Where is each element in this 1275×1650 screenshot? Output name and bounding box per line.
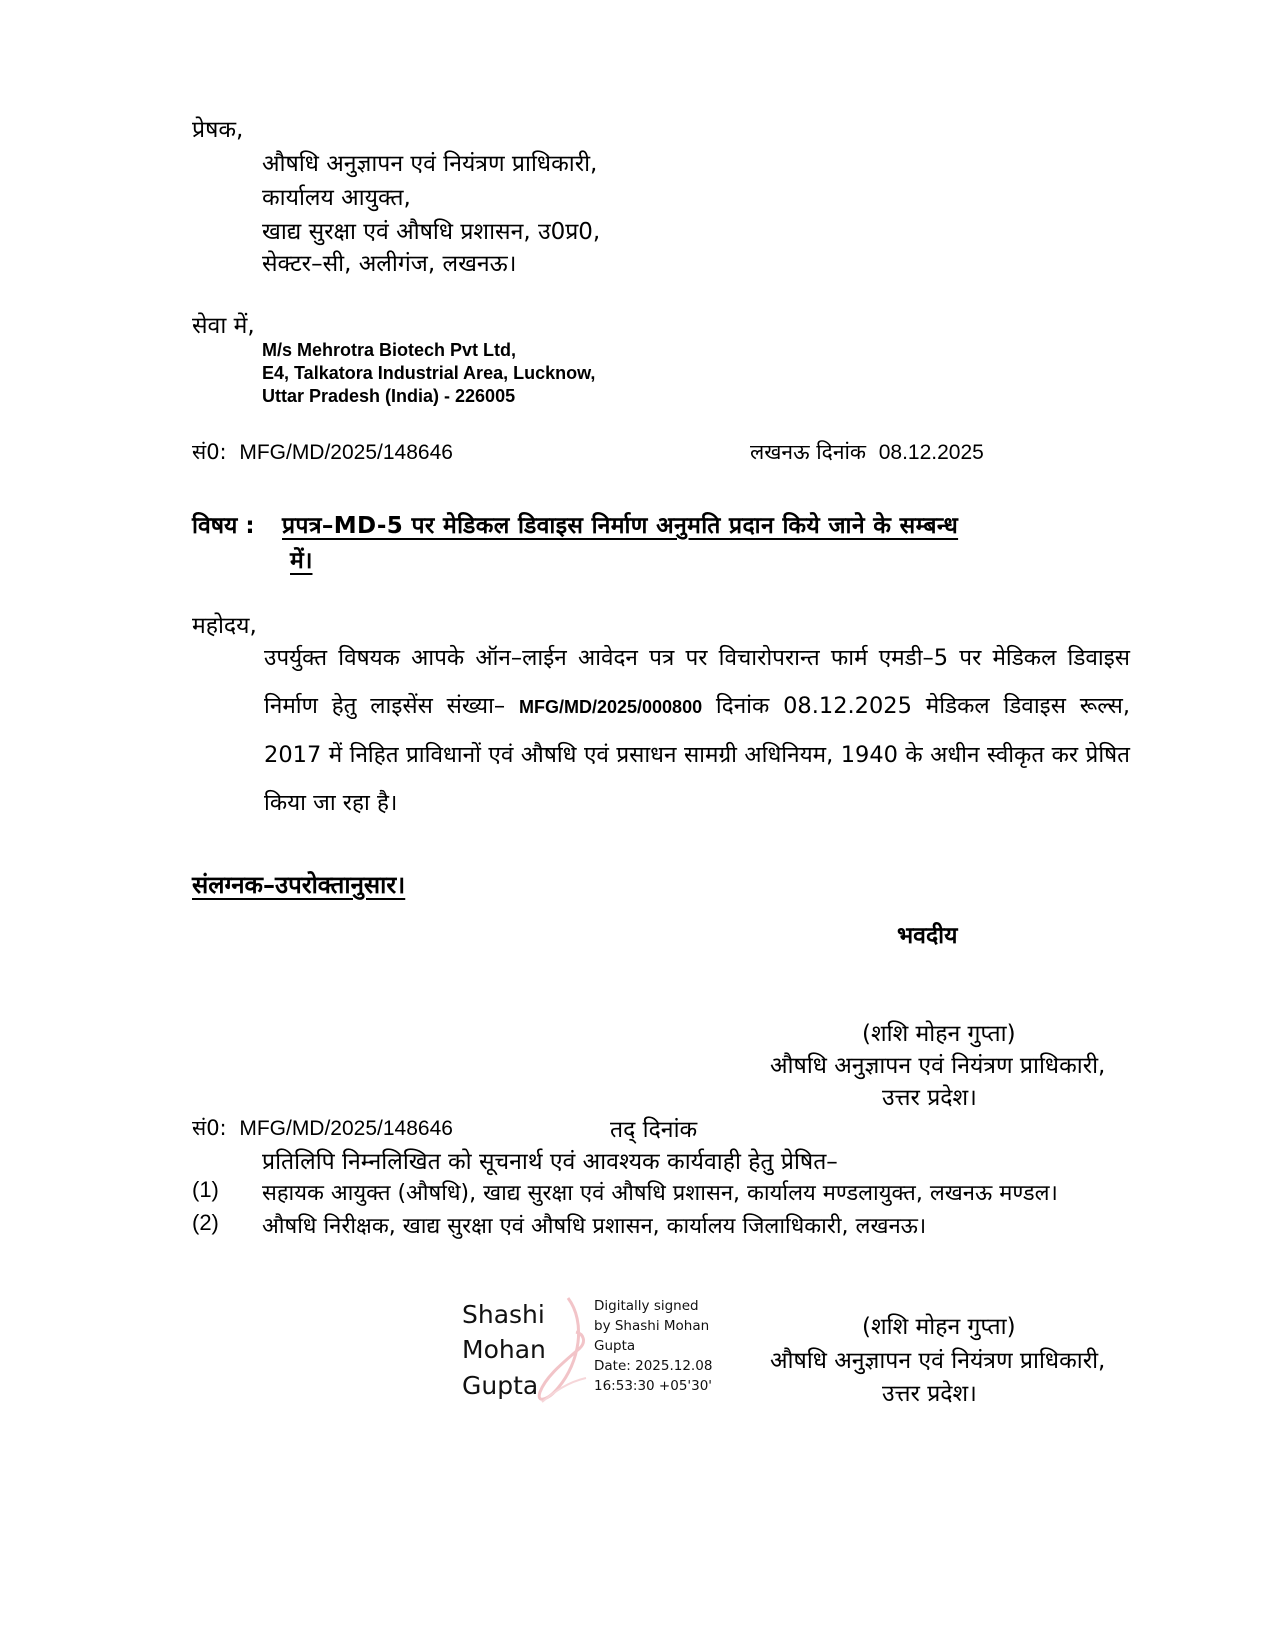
copy-date-label: तद् दिनांक	[610, 1117, 698, 1143]
recipient-line: M/s Mehrotra Biotech Pvt Ltd,	[262, 340, 517, 360]
body-text	[194, 634, 1130, 827]
sender-line: खाद्य सुरक्षा एवं औषधि प्रशासन, उ0प्र0,	[262, 219, 601, 245]
sender-line: कार्यालय आयुक्त,	[262, 185, 411, 211]
recipient-label: सेवा में,	[192, 313, 255, 339]
reference-number	[192, 438, 453, 466]
recipient-line: Uttar Pradesh (India) - 226005	[262, 386, 516, 406]
reference-number-value: MFG/MD/2025/148646	[239, 441, 453, 464]
copy-item-number: (2)	[192, 1210, 219, 1235]
body-text-part1: उपर्युक्त विषयक आपके ऑन–लाईन आवेदन पत्र पर विचारोपरान्त फार्म एमडी–5 पर मेडिकल डिवाइस निर्माण हेतु लाइसेंस संख्या–	[264, 645, 1130, 719]
sender-label: प्रेषक,	[192, 117, 244, 143]
signatory-designation: औषधि अनुज्ञापन एवं नियंत्रण प्राधिकारी,	[770, 1348, 1106, 1374]
copy-reference-number	[192, 1114, 453, 1142]
reference-date-value: 08.12.2025	[878, 441, 984, 464]
copy-item-number: (1)	[192, 1177, 219, 1202]
signatory-designation: औषधि अनुज्ञापन एवं नियंत्रण प्राधिकारी,	[770, 1053, 1106, 1079]
signature-info-line: 16:53:30 +05'30'	[594, 1378, 713, 1394]
signature-info-line: Date: 2025.12.08	[594, 1358, 713, 1374]
subject-label: विषय :	[192, 513, 255, 539]
copy-item-text: औषधि निरीक्षक, खाद्य सुरक्षा एवं औषधि प्रशासन, कार्यालय जिलाधिकारी, लखनऊ।	[262, 1214, 927, 1239]
subject-line-2: में।	[290, 548, 313, 574]
copy-intro: प्रतिलिपि निम्नलिखित को सूचनार्थ एवं आवश्यक कार्यवाही हेतु प्रेषित–	[262, 1149, 838, 1175]
closing: भवदीय	[897, 923, 958, 949]
license-number: MFG/MD/2025/000800	[519, 697, 703, 717]
sender-line: सेक्टर–सी, अलीगंज, लखनऊ।	[262, 251, 517, 277]
signature-info-line: Gupta	[594, 1338, 636, 1354]
salutation: महोदय,	[192, 613, 257, 639]
copy-item-text: सहायक आयुक्त (औषधि), खाद्य सुरक्षा एवं औषधि प्रशासन, कार्यालय मण्डलायुक्त, लखनऊ मण्डल।	[262, 1181, 1058, 1206]
signature-info-line: by Shashi Mohan	[594, 1318, 710, 1334]
signature-info-line: Digitally signed	[594, 1298, 699, 1314]
subject-line-1: प्रपत्र–MD-5 पर मेडिकल डिवाइस निर्माण अनुमति प्रदान किये जाने के सम्बन्ध	[282, 513, 959, 539]
signer-name-line: Gupta	[462, 1371, 539, 1400]
signer-name-line: Mohan	[462, 1335, 546, 1364]
body-paragraph	[194, 634, 1130, 827]
signer-name-line: Shashi	[462, 1300, 545, 1329]
signatory-state: उत्तर प्रदेश।	[882, 1381, 977, 1407]
enclosure: संलग्नक–उपरोक्तानुसार।	[192, 871, 406, 899]
signatory-name: (शशि मोहन गुप्ता)	[862, 1314, 1016, 1340]
copy-number-value: MFG/MD/2025/148646	[239, 1117, 453, 1140]
reference-number-label: सं0:	[192, 440, 227, 464]
signatory-name: (शशि मोहन गुप्ता)	[862, 1021, 1016, 1047]
recipient-line: E4, Talkatora Industrial Area, Lucknow,	[262, 363, 596, 383]
reference-date	[750, 438, 984, 466]
sender-line: औषधि अनुज्ञापन एवं नियंत्रण प्राधिकारी,	[262, 151, 598, 177]
signatory-state: उत्तर प्रदेश।	[882, 1085, 977, 1111]
copy-number-label: सं0:	[192, 1116, 227, 1140]
body-text-part2: दिनांक 08.12.2025 मेडिकल डिवाइस रूल्स, 2017 में निहित प्राविधानों एवं औषधि एवं प्रसाधन सामग्री अधिनियम, 1940 के अधीन स्वीकृत कर प्रेषित किया जा रहा है।	[264, 693, 1130, 816]
place-date-label: लखनऊ दिनांक	[750, 440, 867, 464]
